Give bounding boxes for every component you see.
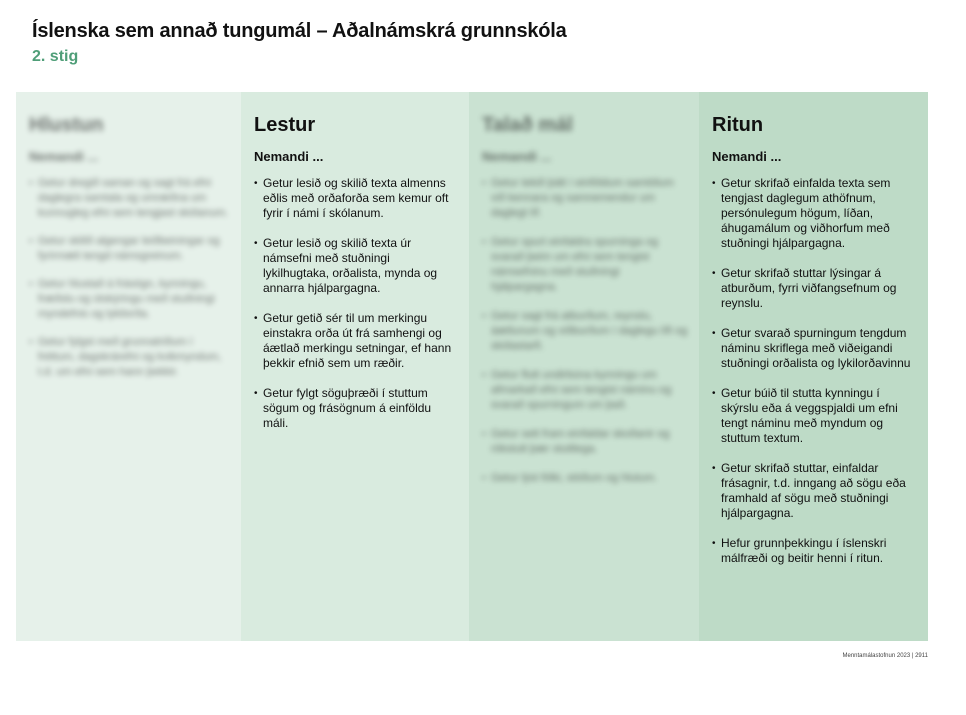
criteria-list xyxy=(29,176,231,380)
criteria-item: • Getur skrifað stuttar lýsingar á atburðum, fyrri viðfangsefnum og reynslu. xyxy=(712,266,918,311)
footer-credit: Menntamálastofnun 2023 | 2911 xyxy=(842,653,928,659)
column-lestur xyxy=(241,92,469,641)
criteria-item: • Getur flutt undirbúna kynningu um afmarkað efni sem tengist náminu og svarað spurningum um það. xyxy=(482,368,689,413)
page-subtitle: 2. stig xyxy=(32,48,79,65)
criteria-item: • Getur skrifað stuttar, einfaldar frásagnir, t.d. inngang að sögu eða framhald af sögu með stuðningi hjálpargagna. xyxy=(712,461,918,521)
column-heading: Ritun xyxy=(712,114,764,136)
criteria-item: • Getur svarað spurningum tengdum náminu skriflega með viðeigandi stuðningi orðalista og lykilorðavinnu xyxy=(712,326,918,371)
column-intro: Nemandi ... xyxy=(712,149,782,164)
criteria-item: • Hefur grunnþekkingu í íslenskri málfræði og beitir henni í ritun. xyxy=(712,536,918,566)
column-intro: Nemandi ... xyxy=(254,149,324,164)
column-heading: Talað mál xyxy=(482,114,573,136)
criteria-item: • Getur tekið þátt í einföldum samtölum við kennara og samnemendur um daglegt líf. xyxy=(482,176,689,221)
column-talad-mal xyxy=(469,92,699,641)
criteria-item: • Getur lýst fólki, stöðum og hlutum. xyxy=(482,471,689,486)
criteria-item: • Getur lesið og skilið texta úr námsefni með stuðningi lykilhugtaka, orðalista, mynda og annarra hjálpargagna. xyxy=(254,236,459,296)
criteria-list xyxy=(712,176,918,566)
skills-columns xyxy=(16,92,928,641)
criteria-item: • Getur getið sér til um merkingu einstakra orða út frá samhengi og áætlað merkingu setningar, ef hann þekkir efnið sem um ræðir. xyxy=(254,311,459,371)
criteria-item: • Getur hlustað á frásögn, kynningu, fræðslu og útskýringu með stuðningi myndefnis og lykilorða. xyxy=(29,277,231,322)
criteria-item: • Getur spurt einfaldra spurninga og svarað þeim um efni sem tengist námsefninu með stuðningi hjálpargagna. xyxy=(482,235,689,295)
criteria-list xyxy=(254,176,459,431)
criteria-item: • Getur sagt frá atburðum, reynslu, áætlunum og viðburðum í daglegu lífi og skólastarfi. xyxy=(482,309,689,354)
criteria-item: • Getur sett fram einfaldar skoðanir og rökstutt þær stuttlega. xyxy=(482,427,689,457)
column-hlustun xyxy=(16,92,241,641)
criteria-item: • Getur fylgst með grunnatriðum í fréttum, dagskrárefni og kvikmyndum, t.d. um efni sem hann þekkir. xyxy=(29,335,231,380)
column-heading: Hlustun xyxy=(29,114,104,136)
column-intro: Nemandi ... xyxy=(482,149,552,164)
column-intro: Nemandi ... xyxy=(29,149,99,164)
column-heading: Lestur xyxy=(254,114,316,136)
criteria-list xyxy=(482,176,689,486)
criteria-item: • Getur dregið saman og sagt frá efni daglegra samtala og umræðna um kunnugleg efni sem tengjast skólanum. xyxy=(29,176,231,221)
column-ritun xyxy=(699,92,928,641)
page-title: Íslenska sem annað tungumál – Aðalnámskrá grunnskóla xyxy=(32,20,567,42)
criteria-item: • Getur skilið algengar leiðbeiningar og fyrirmæli tengd námsgreinum. xyxy=(29,234,231,264)
criteria-item: • Getur skrifað einfalda texta sem tengjast daglegum athöfnum, persónulegum högum, líðan, áhugamálum og viðhorfum með stuðningi hjálpargagna. xyxy=(712,176,918,251)
criteria-item: • Getur búið til stutta kynningu í skýrslu eða á veggspjaldi um efni tengt náminu með myndum og stuttum textum. xyxy=(712,386,918,446)
criteria-item: • Getur fylgt söguþræði í stuttum sögum og frásögnum á einföldu máli. xyxy=(254,386,459,431)
criteria-item: • Getur lesið og skilið texta almenns eðlis með orðaforða sem kemur oft fyrir í námi í skólanum. xyxy=(254,176,459,221)
